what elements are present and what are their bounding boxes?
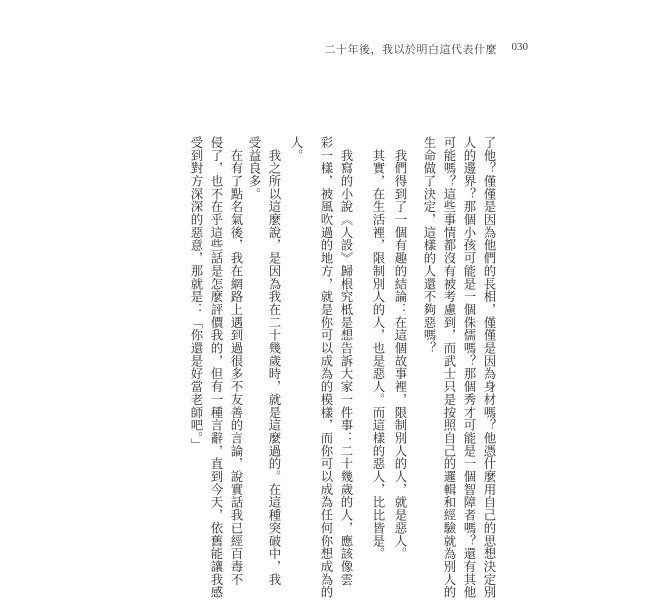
running-header: 二十年後，我以於明白這代表什麼 — [324, 43, 497, 56]
text-column: 彩一樣，被風吹過的地方，就是你可以成為的模樣，而你可以成為任何你想成為的 — [319, 136, 334, 599]
text-column: 侵了，也不在乎這些話是怎麼評價我的，但有一種言辭，直到今天，依舊能讓我感 — [209, 136, 224, 599]
text-column: 我之所以這麼說，是因為我在二十幾歲時，就是這麼過的。在這種突破中，我 — [267, 136, 282, 586]
text-column: 了他？僅僅是因為他們的長相，僅僅是因為身材嗎？他憑什麼用自己的思想決定別 — [482, 136, 497, 599]
text-column: 其實，在生活裡，限制別人的人，也是惡人。而這樣的惡人，比比皆是。 — [371, 136, 386, 561]
text-column: 生命做了決定，這樣的人還不夠惡嗎？ — [422, 136, 437, 355]
text-column: 人。 — [289, 136, 304, 162]
text-column: 在有了點名氣後，我在網路上遇到過很多不友善的言論，說實話我已經百毒不 — [229, 136, 244, 586]
text-column: 人的邊界？那個小孩可能是一個侏儒嗎？那個秀才可能是一個智障者嗎？還有其他 — [462, 136, 477, 599]
text-column: 可能嗎？這些事情都沒有被考慮到，而武士只是按照自己的邏輯和經驗就為別人的 — [442, 136, 457, 599]
page-number: 030 — [511, 41, 528, 53]
text-column: 受到對方深深的惡意，那就是：「你還是好當老師吧。」 — [189, 136, 204, 452]
text-column: 我寫的小說《人設》歸根究柢是想告訴大家一件事：二十幾歲的人，應該像雲 — [339, 136, 354, 586]
text-column: 我們得到了一個有趣的結論：在這個故事裡，限制別人的人，就是惡人。 — [393, 136, 408, 561]
text-column: 受益良多。 — [247, 136, 262, 201]
